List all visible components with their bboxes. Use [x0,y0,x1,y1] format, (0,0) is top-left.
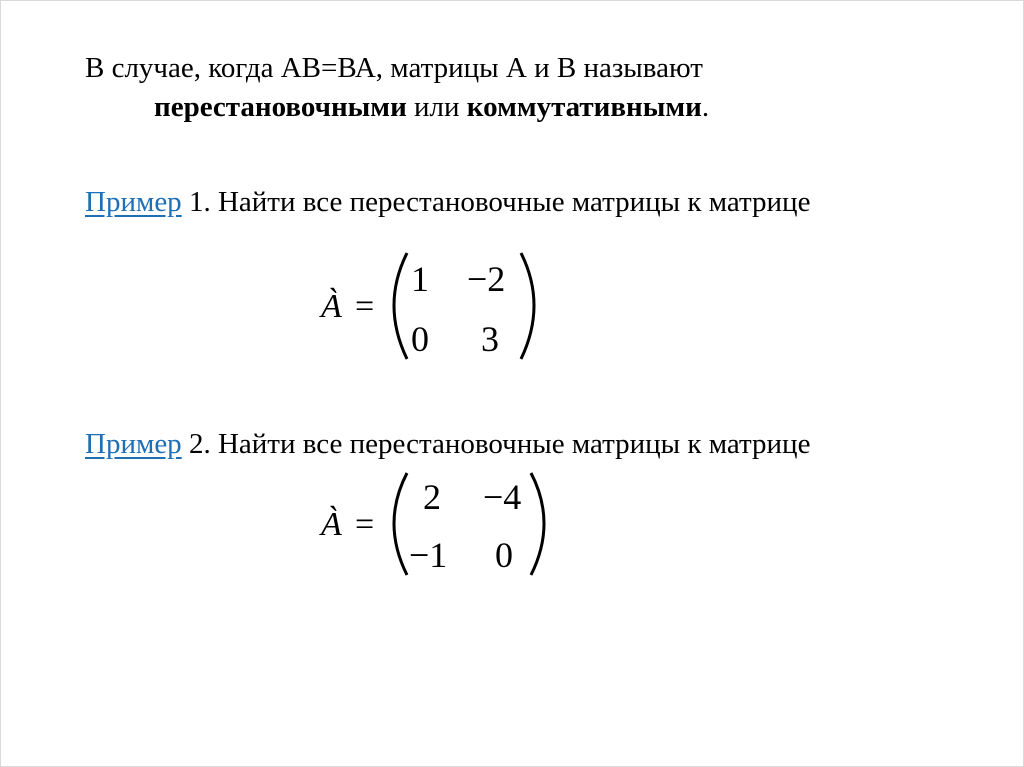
matrix-2-name: À [321,506,342,543]
example-2-number: 2 [181,428,204,460]
matrix-2-cell-a21: −1 [409,535,448,575]
matrix-1-equals: = [355,288,375,325]
intro-end: . [701,91,710,123]
matrix-1-right-paren [521,253,534,359]
matrix-2-cell-a11: 2 [423,477,441,517]
example-1-heading [85,185,810,219]
term-permutable: перестановочными [154,91,407,123]
matrix-1-cell-a12: −2 [467,259,506,299]
matrix-2-equals: = [355,506,375,543]
example-2-text: . Найти все перестановочные матрицы к матрице [203,428,811,460]
matrix-2-left-paren [394,473,407,575]
matrix-2-cell-a12: −4 [483,477,522,517]
matrix-2-cell-a22: 0 [495,535,513,575]
term-commutative: коммутативными [466,91,702,123]
intro-text: В случае, когда АВ=ВА, матрицы А и В называют [85,52,703,84]
matrix-1-cell-a21: 0 [411,319,429,359]
intro-line-1 [85,51,703,85]
matrix-2-right-paren [531,473,544,575]
matrix-1-cell-a22: 3 [481,319,499,359]
matrix-formula-2 [319,467,559,582]
example-1-text: . Найти все перестановочные матрицы к матрице [203,186,811,218]
matrix-formula-1 [319,247,549,367]
example-1-number: 1 [181,186,204,218]
matrix-1-name: À [321,288,342,325]
example-2-heading [85,427,810,461]
example-2-link[interactable]: Пример [85,428,182,460]
example-1-link[interactable]: Пример [85,186,182,218]
intro-line-2 [154,90,709,124]
matrix-1-left-paren [394,253,407,359]
intro-connector: или [406,91,467,123]
matrix-1-cell-a11: 1 [411,259,429,299]
